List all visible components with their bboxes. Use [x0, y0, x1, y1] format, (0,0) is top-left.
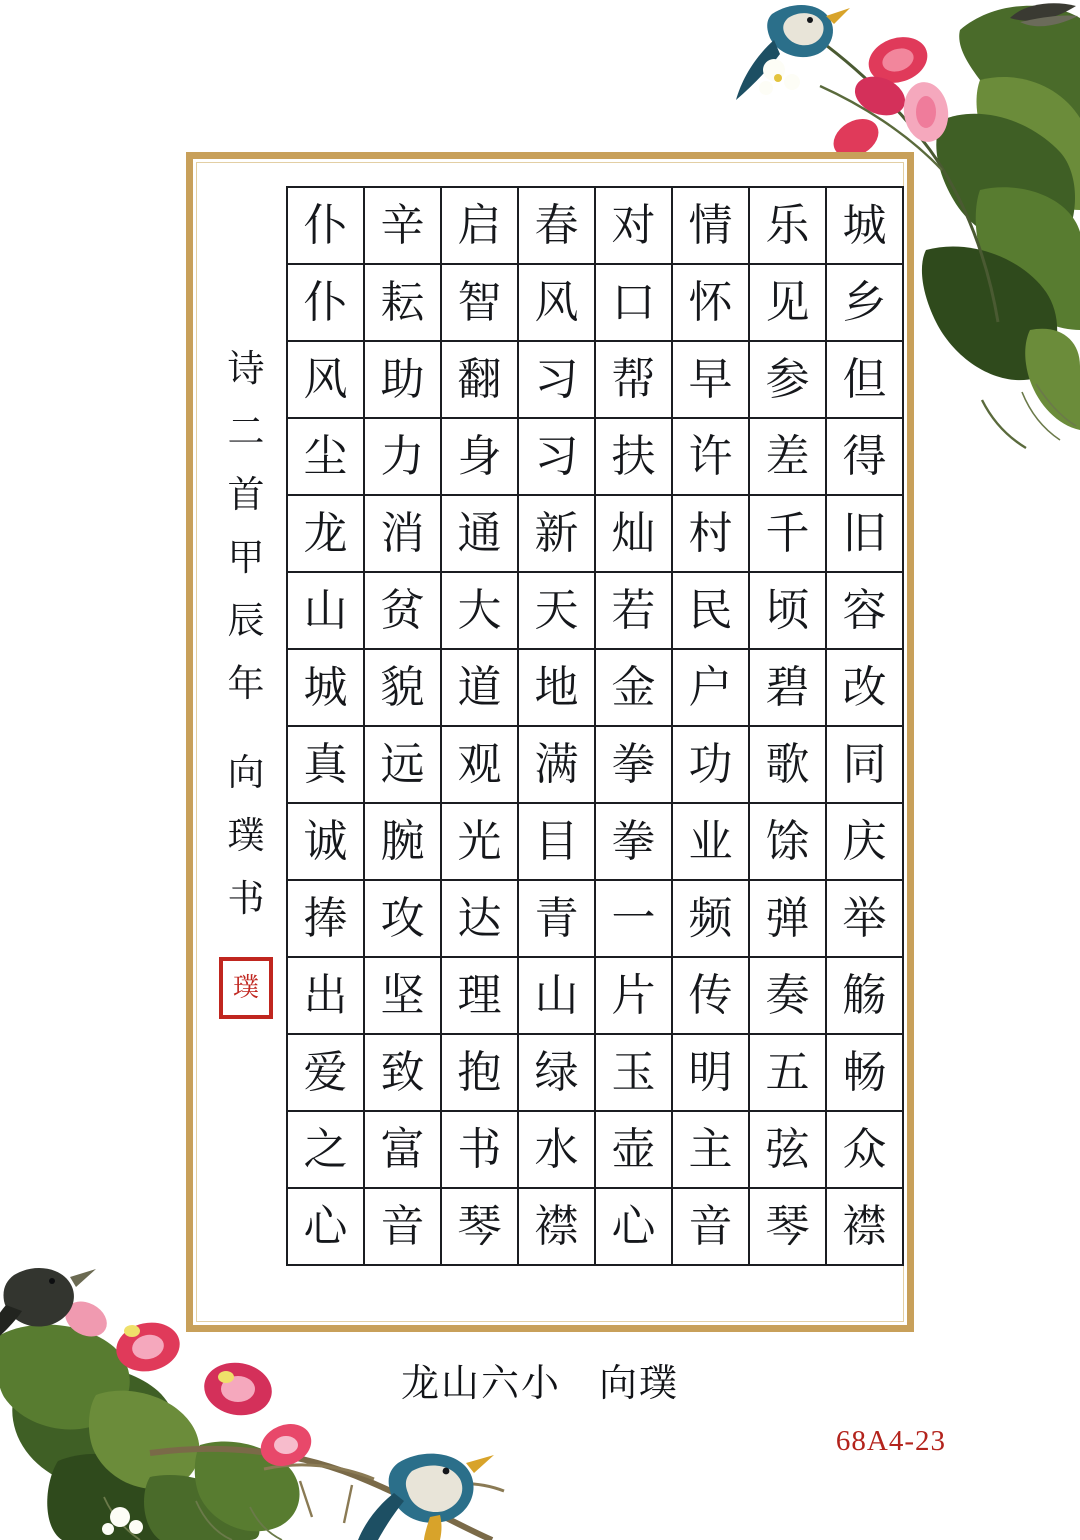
grid-cell: 通	[441, 495, 518, 572]
grid-cell: 富	[364, 1111, 441, 1188]
grid-cell: 光	[441, 803, 518, 880]
grid-cell: 见	[749, 264, 826, 341]
grid-cell: 天	[518, 572, 595, 649]
grid-cell: 得	[826, 418, 903, 495]
grid-cell: 水	[518, 1111, 595, 1188]
grid-cell: 诚	[287, 803, 364, 880]
grid-cell: 春	[518, 187, 595, 264]
grid-cell: 真	[287, 726, 364, 803]
grid-cell: 地	[518, 649, 595, 726]
grid-cell: 同	[826, 726, 903, 803]
signature-char: 璞	[227, 814, 265, 857]
grid-cell: 功	[672, 726, 749, 803]
table-row	[287, 1034, 903, 1111]
grid-cell: 之	[287, 1111, 364, 1188]
grid-cell: 绿	[518, 1034, 595, 1111]
grid-cell: 坚	[364, 957, 441, 1034]
grid-cell: 口	[595, 264, 672, 341]
grid-cell: 灿	[595, 495, 672, 572]
table-row	[287, 957, 903, 1034]
grid-cell: 壶	[595, 1111, 672, 1188]
grid-cell: 满	[518, 726, 595, 803]
grid-cell: 理	[441, 957, 518, 1034]
grid-cell: 出	[287, 957, 364, 1034]
grid-cell: 音	[672, 1188, 749, 1265]
grid-cell: 尘	[287, 418, 364, 495]
grid-cell: 耘	[364, 264, 441, 341]
grid-cell: 启	[441, 187, 518, 264]
grid-cell: 歌	[749, 726, 826, 803]
grid-cell: 户	[672, 649, 749, 726]
grid-cell: 馀	[749, 803, 826, 880]
grid-cell: 琴	[749, 1188, 826, 1265]
grid-cell: 襟	[826, 1188, 903, 1265]
grid-cell: 明	[672, 1034, 749, 1111]
grid-cell: 碧	[749, 649, 826, 726]
grid-cell: 翻	[441, 341, 518, 418]
grid-cell: 龙	[287, 495, 364, 572]
grid-cell: 仆	[287, 187, 364, 264]
grid-cell: 乐	[749, 187, 826, 264]
grid-cell: 城	[287, 649, 364, 726]
grid-cell: 抱	[441, 1034, 518, 1111]
author-name: 向璞	[599, 1361, 680, 1405]
grid-cell: 习	[518, 341, 595, 418]
grid-cell: 身	[441, 418, 518, 495]
character-grid	[286, 186, 904, 1266]
grid-cell: 致	[364, 1034, 441, 1111]
grid-cell: 片	[595, 957, 672, 1034]
grid-cell: 业	[672, 803, 749, 880]
grid-cell: 情	[672, 187, 749, 264]
title-char: 辰	[227, 599, 265, 642]
grid-cell: 庆	[826, 803, 903, 880]
table-row	[287, 187, 903, 264]
grid-cell: 攻	[364, 880, 441, 957]
grid-cell: 畅	[826, 1034, 903, 1111]
grid-cell: 容	[826, 572, 903, 649]
grid-cell: 许	[672, 418, 749, 495]
artist-seal: 璞	[219, 957, 273, 1019]
grid-cell: 顷	[749, 572, 826, 649]
grid-cell: 习	[518, 418, 595, 495]
grid-cell: 捧	[287, 880, 364, 957]
grid-cell: 襟	[518, 1188, 595, 1265]
grid-cell: 力	[364, 418, 441, 495]
grid-cell: 青	[518, 880, 595, 957]
grid-cell: 观	[441, 726, 518, 803]
grid-cell: 怀	[672, 264, 749, 341]
grid-cell: 若	[595, 572, 672, 649]
signature-char: 书	[227, 877, 265, 920]
table-row	[287, 341, 903, 418]
table-row	[287, 803, 903, 880]
table-row	[287, 1188, 903, 1265]
grid-cell: 村	[672, 495, 749, 572]
grid-cell: 帮	[595, 341, 672, 418]
table-row	[287, 418, 903, 495]
table-row	[287, 572, 903, 649]
grid-cell: 消	[364, 495, 441, 572]
grid-cell: 一	[595, 880, 672, 957]
grid-cell: 金	[595, 649, 672, 726]
grid-cell: 大	[441, 572, 518, 649]
grid-cell: 拳	[595, 803, 672, 880]
table-row	[287, 495, 903, 572]
grid-cell: 贫	[364, 572, 441, 649]
sheet-code: 68A4-23	[835, 1425, 946, 1457]
grid-cell: 心	[595, 1188, 672, 1265]
grid-cell: 道	[441, 649, 518, 726]
grid-cell: 但	[826, 341, 903, 418]
grid-cell: 主	[672, 1111, 749, 1188]
grid-cell: 玉	[595, 1034, 672, 1111]
grid-cell: 早	[672, 341, 749, 418]
grid-cell: 对	[595, 187, 672, 264]
table-row	[287, 726, 903, 803]
grid-cell: 奏	[749, 957, 826, 1034]
grid-cell: 弦	[749, 1111, 826, 1188]
grid-cell: 差	[749, 418, 826, 495]
grid-cell: 弹	[749, 880, 826, 957]
grid-cell: 改	[826, 649, 903, 726]
table-row	[287, 649, 903, 726]
grid-cell: 乡	[826, 264, 903, 341]
grid-cell: 参	[749, 341, 826, 418]
grid-cell: 达	[441, 880, 518, 957]
grid-cell: 山	[518, 957, 595, 1034]
grid-cell: 腕	[364, 803, 441, 880]
grid-cell: 旧	[826, 495, 903, 572]
signature-char: 向	[227, 751, 265, 794]
grid-cell: 千	[749, 495, 826, 572]
grid-cell: 辛	[364, 187, 441, 264]
grid-cell: 传	[672, 957, 749, 1034]
table-row	[287, 264, 903, 341]
grid-cell: 民	[672, 572, 749, 649]
table-row	[287, 880, 903, 957]
grid-cell: 仆	[287, 264, 364, 341]
grid-cell: 扶	[595, 418, 672, 495]
grid-cell: 拳	[595, 726, 672, 803]
colophon-column	[206, 347, 286, 1019]
grid-cell: 风	[287, 341, 364, 418]
grid-cell: 新	[518, 495, 595, 572]
grid-cell: 助	[364, 341, 441, 418]
ink-fleck-top-right	[1006, 0, 1080, 30]
grid-cell: 琴	[441, 1188, 518, 1265]
grid-cell: 举	[826, 880, 903, 957]
table-row	[287, 1111, 903, 1188]
grid-cell: 觞	[826, 957, 903, 1034]
grid-cell: 五	[749, 1034, 826, 1111]
title-char: 年	[227, 662, 265, 705]
grid-cell: 爱	[287, 1034, 364, 1111]
title-char: 首	[227, 473, 265, 516]
grid-cell: 音	[364, 1188, 441, 1265]
grid-cell: 智	[441, 264, 518, 341]
title-char: 诗	[227, 347, 265, 390]
school-name: 龙山六小	[400, 1361, 561, 1405]
grid-cell: 心	[287, 1188, 364, 1265]
footer-caption	[0, 1352, 1080, 1407]
grid-cell: 目	[518, 803, 595, 880]
grid-cell: 城	[826, 187, 903, 264]
title-char: 甲	[227, 536, 265, 579]
grid-cell: 书	[441, 1111, 518, 1188]
title-char: 二	[227, 410, 265, 453]
grid-cell: 频	[672, 880, 749, 957]
grid-cell: 貌	[364, 649, 441, 726]
grid-cell: 众	[826, 1111, 903, 1188]
grid-cell: 远	[364, 726, 441, 803]
grid-cell: 山	[287, 572, 364, 649]
grid-cell: 风	[518, 264, 595, 341]
